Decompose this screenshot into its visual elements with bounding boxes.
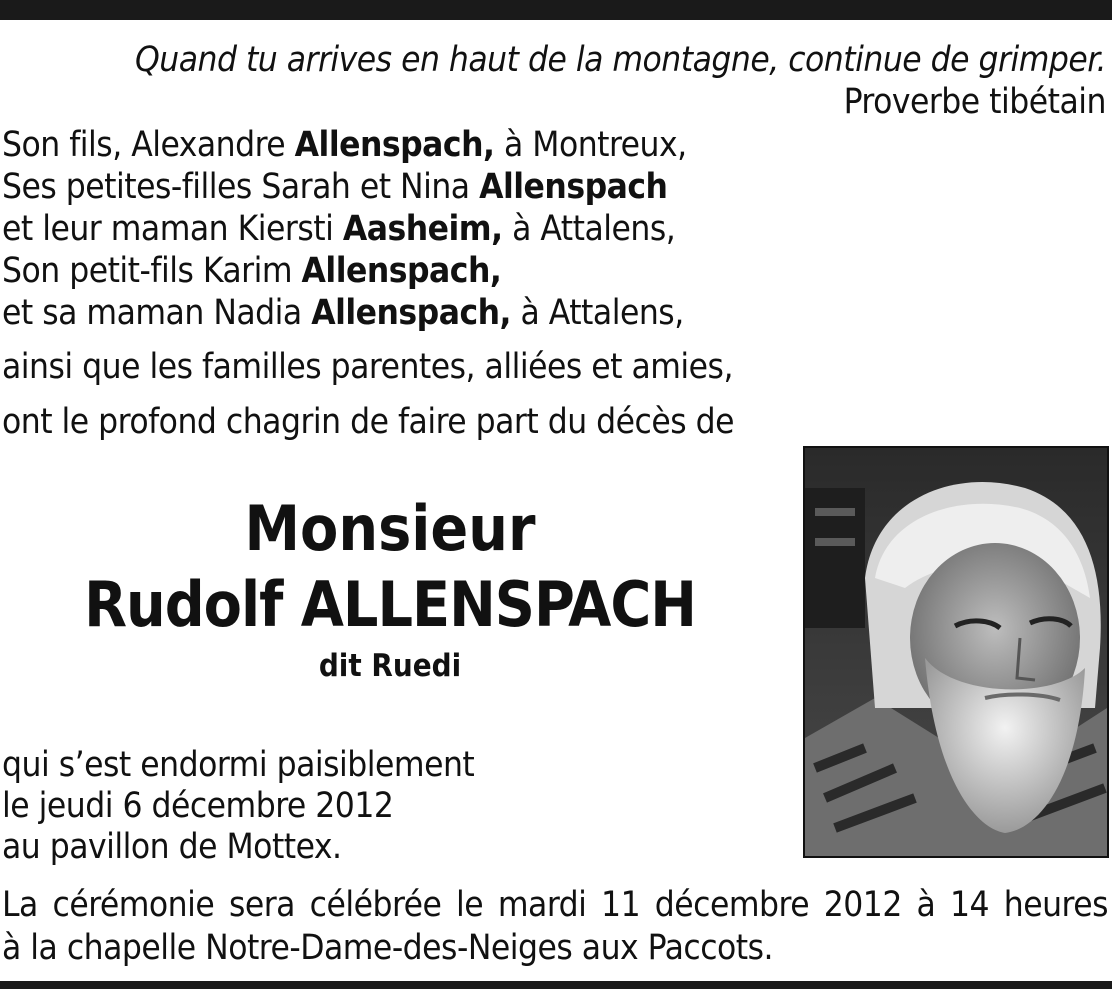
family-line (2, 208, 687, 250)
family-surname: Allenspach (479, 167, 668, 207)
relatives-line: ainsi que les familles parentes, alliées et amies, (2, 347, 733, 387)
deceased-nickname: dit Ruedi (318, 648, 462, 684)
family-list (2, 124, 687, 334)
family-surname: Aasheim, (342, 209, 503, 249)
family-line-text: Son petit-fils Karim (2, 251, 302, 291)
epigraph-quote: Quand tu arrives en haut de la montagne, continue de grimper. (134, 40, 1106, 80)
deceased-full-name: Rudolf ALLENSPACH (84, 568, 696, 641)
epigraph (135, 38, 1106, 122)
bottom-rule (0, 981, 1112, 989)
ceremony-line: à la chapelle Notre-Dame-des-Neiges aux Paccots. (2, 928, 774, 968)
family-surname: Allenspach, (294, 125, 495, 165)
family-line-text: et leur maman Kiersti (2, 209, 343, 249)
family-line (2, 166, 687, 208)
death-notice-line: qui s’est endormi paisiblement (2, 745, 475, 785)
deceased-name-block (0, 490, 780, 690)
deceased-honorific: Monsieur (244, 492, 536, 565)
family-line-text: et sa maman Nadia (2, 293, 312, 333)
family-line-text: Ses petites-filles Sarah et Nina (2, 167, 480, 207)
top-rule (0, 0, 1112, 20)
portrait-image (805, 448, 1107, 856)
family-surname: Allenspach, (311, 293, 512, 333)
family-line-text: Son fils, Alexandre (2, 125, 295, 165)
ceremony-details (2, 884, 1108, 970)
portrait-photo (803, 446, 1109, 858)
family-line-place: à Montreux, (494, 125, 687, 165)
death-notice (2, 745, 474, 868)
family-line-place: à Attalens, (511, 293, 684, 333)
announcement-line: ont le profond chagrin de faire part du décès de (2, 402, 735, 442)
family-line (2, 124, 687, 166)
family-line (2, 250, 687, 292)
epigraph-source: Proverbe tibétain (843, 82, 1106, 122)
family-line (2, 292, 687, 334)
ceremony-line: La cérémonie sera célébrée le mardi 11 décembre 2012 à 14 heures (2, 885, 1108, 925)
family-surname: Allenspach, (301, 251, 502, 291)
death-notice-line: le jeudi 6 décembre 2012 (2, 786, 394, 826)
death-notice-line: au pavillon de Mottex. (2, 827, 342, 867)
family-line-place: à Attalens, (502, 209, 676, 249)
